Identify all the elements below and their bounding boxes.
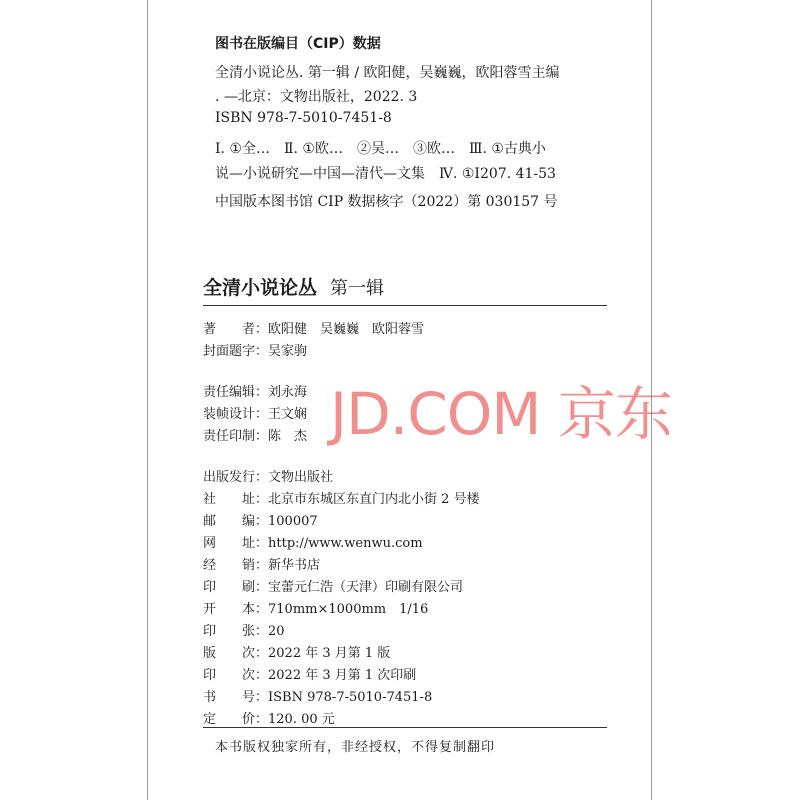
- credit-cover-calligraphy: [203, 340, 307, 359]
- editor-design: [203, 403, 307, 422]
- pub-postcode: [203, 510, 318, 529]
- pub-distributor: [203, 466, 333, 485]
- cip-heading: 图书在版编目（CIP）数据: [215, 36, 381, 52]
- pub-value: ISBN 978-7-5010-7451-8: [268, 690, 433, 705]
- pub-label: 社 址：: [203, 492, 269, 507]
- pub-label: 开 本：: [203, 602, 269, 617]
- pub-label: 邮 编：: [203, 514, 269, 529]
- pub-value: 120. 00 元: [268, 712, 335, 727]
- editor-design-value: 王文娴: [268, 407, 308, 422]
- editor-printing-value: 陈 杰: [268, 429, 308, 444]
- pub-label: 经 销：: [203, 558, 269, 573]
- credit-author: [203, 318, 424, 337]
- credit-cover-value: 吴家驹: [268, 344, 308, 359]
- pub-printer: [203, 576, 463, 595]
- pub-value: 710mm×1000mm 1/16: [268, 602, 429, 617]
- pub-label: 版 次：: [203, 646, 269, 661]
- cip-line-number: 中国版本图书馆 CIP 数据核字（2022）第 030157 号: [215, 194, 558, 210]
- editor-responsible: [203, 381, 307, 400]
- pub-label: 印 刷：: [203, 580, 269, 595]
- editor-responsible-label: 责任编辑：: [203, 385, 269, 400]
- pub-format: [203, 598, 428, 617]
- cip-line-isbn: ISBN 978-7-5010-7451-8: [215, 110, 392, 126]
- pub-label: 出版发行：: [203, 470, 269, 485]
- pub-value: 北京市东城区东直门内北小街 2 号楼: [268, 492, 480, 507]
- title-divider: [203, 305, 607, 306]
- pub-label: 网 址：: [203, 536, 269, 551]
- pub-price: [203, 708, 335, 727]
- editor-printing-label: 责任印制：: [203, 429, 269, 444]
- book-subtitle: 第一辑: [330, 278, 384, 299]
- cip-line-title: 全清小说论丛. 第一辑 / 欧阳健，吴巍巍，欧阳蓉雪主编: [215, 65, 560, 81]
- editor-design-label: 装帧设计：: [203, 407, 269, 422]
- pub-label: 印 次：: [203, 668, 269, 683]
- pub-value: 100007: [268, 514, 318, 529]
- pub-label: 印 张：: [203, 624, 269, 639]
- editor-printing: [203, 425, 307, 444]
- pub-isbn: [203, 686, 432, 705]
- pub-edition: [203, 642, 390, 661]
- credit-author-label: 著 者：: [203, 322, 269, 337]
- editor-responsible-value: 刘永海: [268, 385, 308, 400]
- cip-line-subject: 说—小说研究—中国—清代—文集 Ⅳ. ①I207. 41-53: [215, 166, 556, 182]
- pub-sheets: [203, 620, 285, 639]
- pub-value: 2022 年 3 月第 1 次印刷: [268, 668, 417, 683]
- pub-value: http://www.wenwu.com: [268, 536, 423, 551]
- jd-watermark: JD.COM 京东: [330, 380, 672, 448]
- pub-seller: [203, 554, 320, 573]
- pub-label: 书 号：: [203, 690, 269, 705]
- pub-value: 20: [268, 624, 285, 639]
- pub-printing: [203, 664, 416, 683]
- pub-label: 定 价：: [203, 712, 269, 727]
- pub-address: [203, 488, 480, 507]
- pub-value: 文物出版社: [268, 470, 334, 485]
- pub-value: 宝蕾元仁浩（天津）印刷有限公司: [268, 580, 464, 595]
- pub-website: [203, 532, 423, 551]
- copyright-divider: [203, 727, 607, 728]
- cip-line-publisher: . —北京：文物出版社，2022. 3: [215, 89, 418, 105]
- book-title: 全清小说论丛: [203, 277, 318, 299]
- credit-author-value: 欧阳健 吴巍巍 欧阳蓉雪: [268, 322, 425, 337]
- credit-cover-label: 封面题字：: [203, 344, 269, 359]
- cip-line-classification: Ⅰ. ①全… Ⅱ. ①欧… ②吴… ③欧… Ⅲ. ①古典小: [215, 141, 546, 157]
- copyright-notice: 本书版权独家所有，非经授权，不得复制翻印: [215, 740, 496, 755]
- pub-value: 新华书店: [268, 558, 321, 573]
- pub-value: 2022 年 3 月第 1 版: [268, 646, 391, 661]
